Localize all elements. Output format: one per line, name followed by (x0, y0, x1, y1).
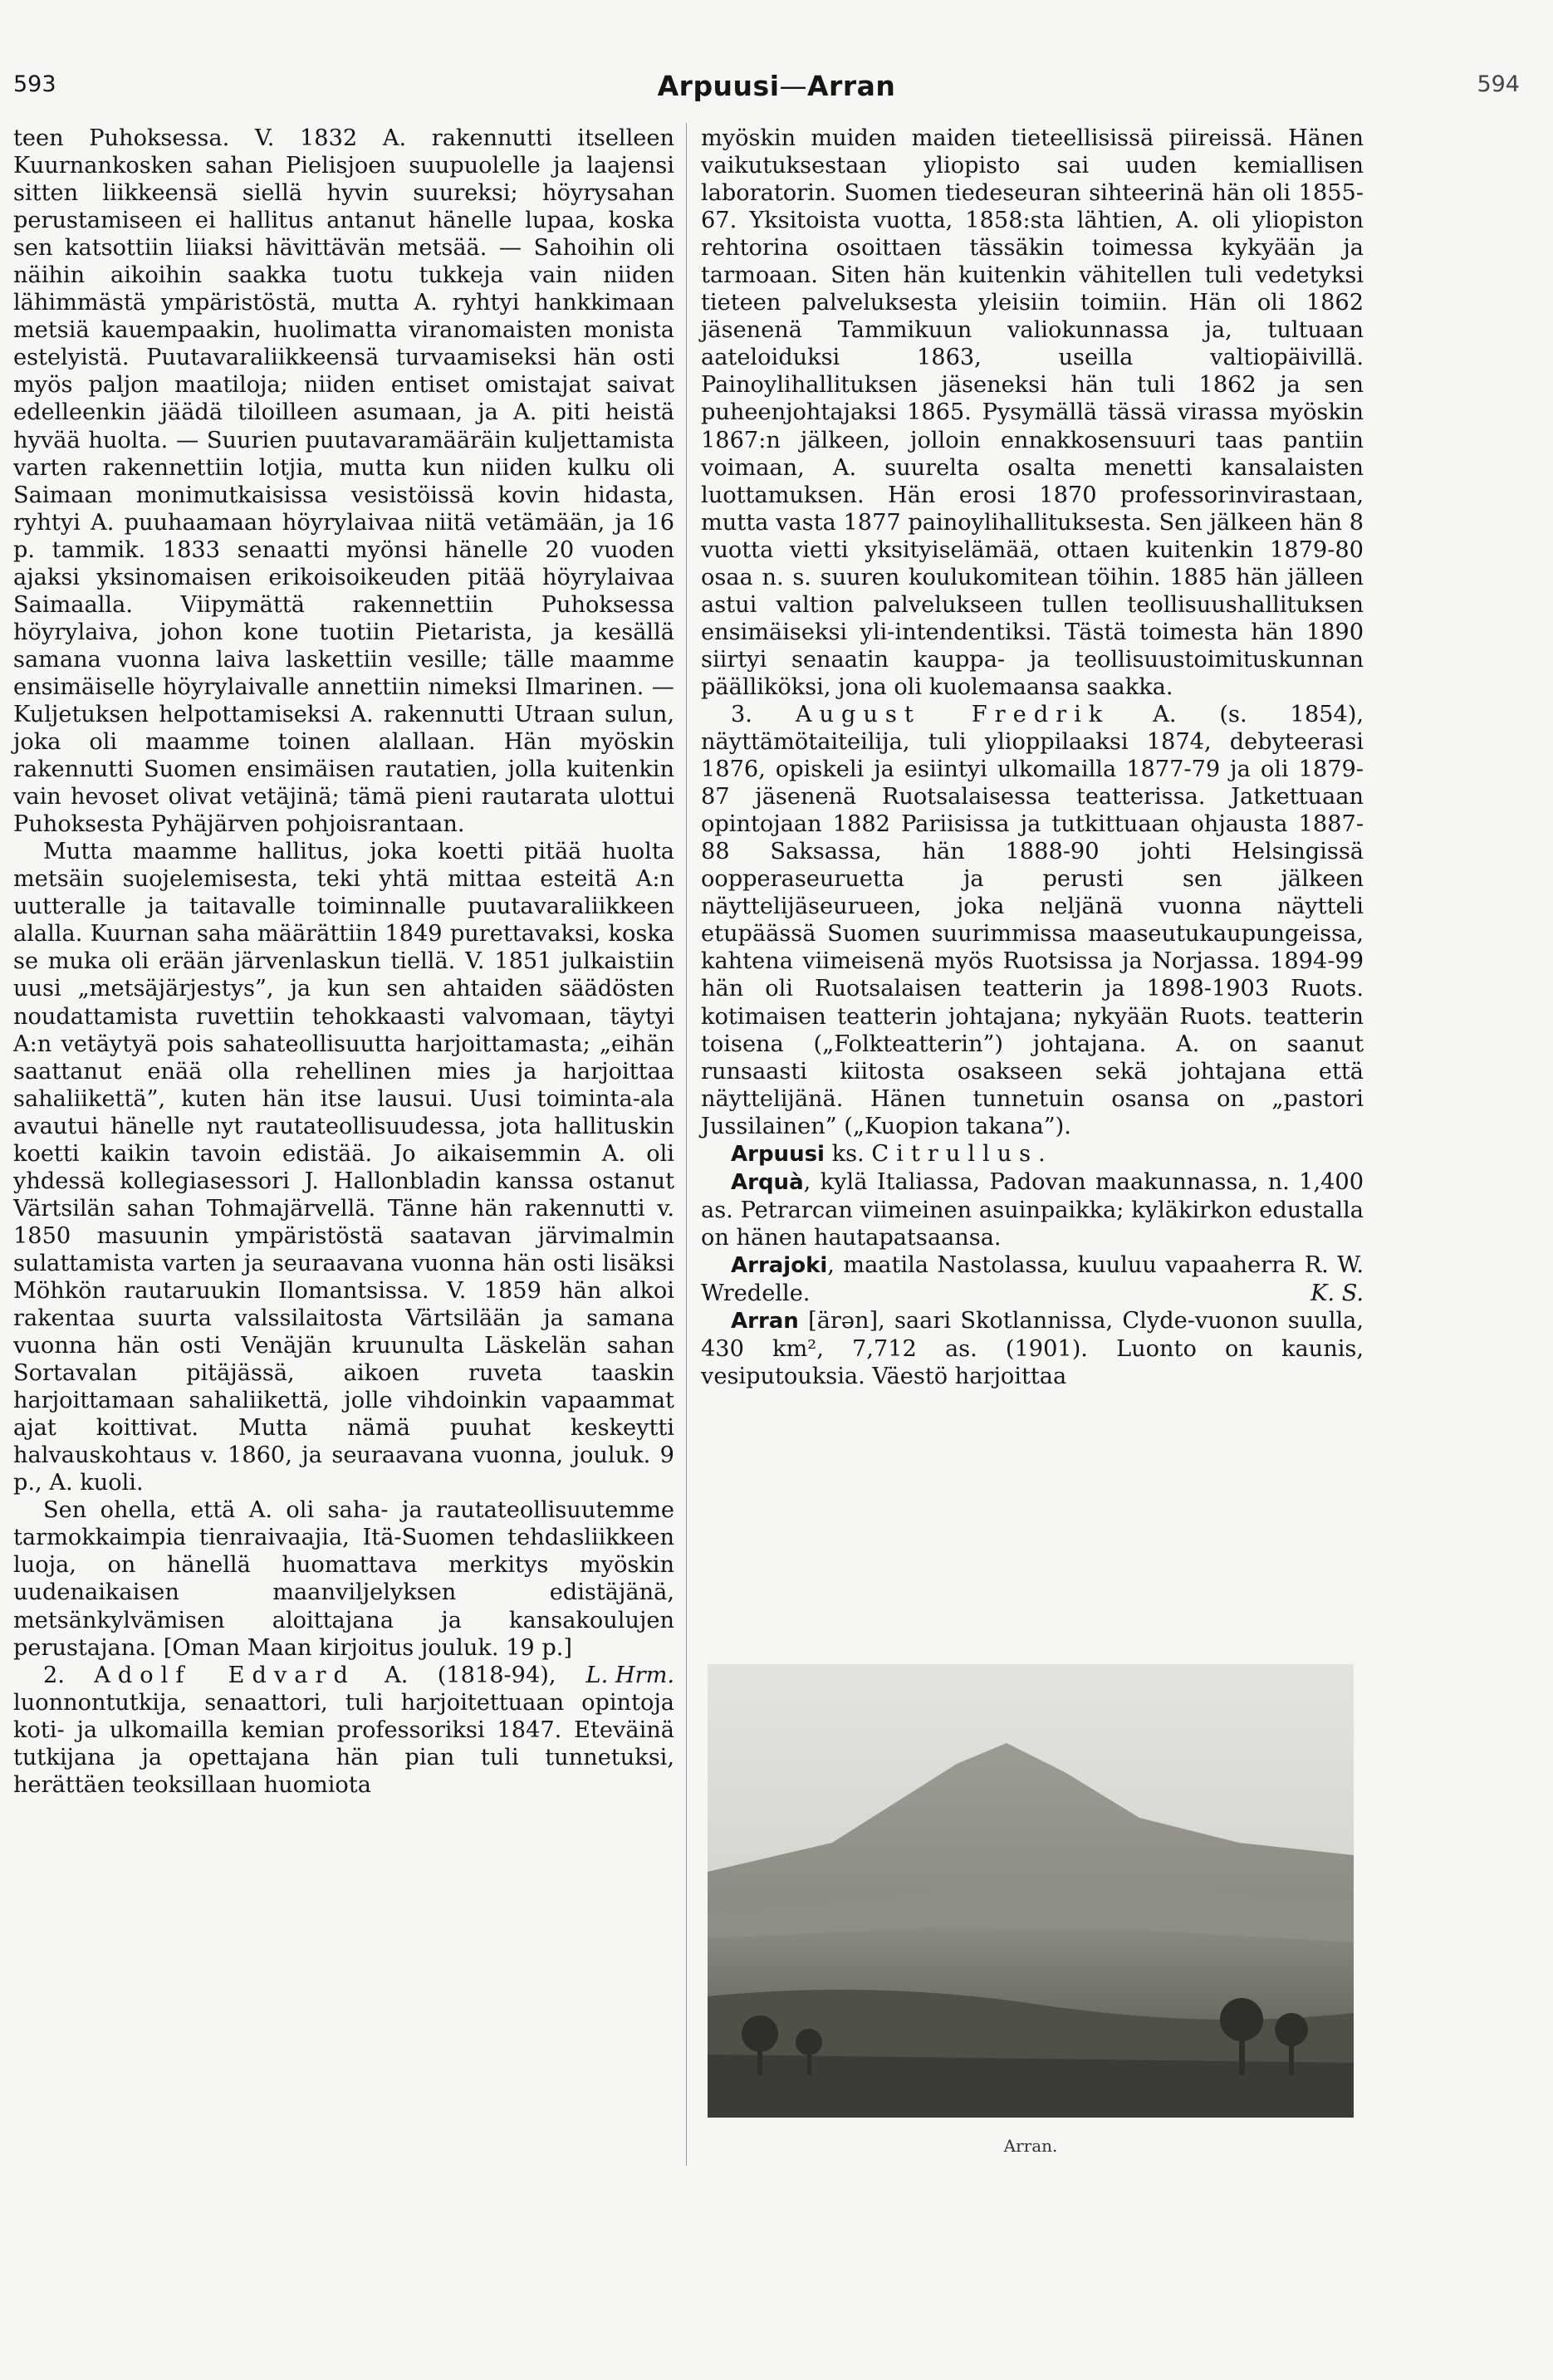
headword: Arran (731, 1309, 799, 1334)
entry-number: 3. (731, 701, 796, 727)
running-title-dash: — (779, 70, 808, 102)
page-header (0, 71, 1553, 105)
entry-arran (701, 1307, 1364, 1390)
image-caption: Arran. (1003, 2136, 1058, 2156)
page-number-left: 593 (13, 71, 56, 97)
page-number-right: 594 (1477, 71, 1520, 97)
arran-photograph (708, 1664, 1354, 2118)
entry-name: August Fredrik (795, 701, 1110, 727)
headword: Arrajoki (731, 1252, 828, 1278)
entry-text: , kylä Italiassa, Padovan maakunnassa, n. 1,400 as. Petrarcan viimeinen asuinpaikka; kyläkirkon edustalla on hänen hautapatsaansa. (701, 1168, 1364, 1251)
entry-text: , maatila Nastolassa, kuuluu vapaaherra R. W. Wredelle. (701, 1251, 1364, 1306)
column-divider (686, 123, 687, 2166)
entry-text: ks. (824, 1140, 872, 1167)
landscape-illustration (708, 1664, 1354, 2118)
running-title-first: Arpuusi (657, 70, 780, 102)
entry-arrajoki (701, 1251, 1364, 1307)
entry-august-fredrik (701, 701, 1364, 1140)
running-title (0, 70, 1553, 102)
cross-reference: Citrullus. (871, 1140, 1053, 1167)
paragraph-text: Sen ohella, että A. oli saha- ja rautateollisuutemme tarmokkaimpia tienraivaajia, Itä-Suomen tehdasliikkeen luoja, on hänellä huomattava merkitys myöskin uudenaikaisen maanviljelyksen edistäjänä, metsänkylvämisen aloittajana ja kansakoulujen perustajana. [Oman Maan kirjoitus jouluk. 19 p.] (13, 1497, 674, 1661)
entry-text: A. (1818-94), luonnontutkija, senaattori, tuli harjoitettuaan opintoja koti- ja ulkomailla kemian professoriksi 1847. Eteväinä tutkijana ja opettajana hän pian tuli tunnetuksi, herättäen teoksillaan huomiota (13, 1662, 674, 1798)
headword: Arquà (731, 1169, 804, 1195)
headword: Arpuusi (731, 1141, 825, 1167)
entry-text: [ärən], saari Skotlannissa, Clyde-vuonon suulla, 430 km², 7,712 as. (1901). Luonto on kaunis, vesiputouksia. Väestö harjoittaa (701, 1308, 1364, 1390)
author-signature: K. S. (1310, 1280, 1364, 1306)
paragraph: teen Puhoksessa. V. 1832 A. rakennutti itselleen Kuurnankosken sahan Pielisjoen suupuolelle ja laajensi sitten liikkeensä siellä hyvin suureksi; höyrysahan perustamiseen ei hallitus antanut hänelle lupaa, koska sen katsottiin liiaksi hävittävän metsää. — Sahoihin oli näihin aikoihin saakka tuotu tukkeja vain niiden lähimmästä ympäristöstä, mutta A. ryhtyi hankkimaan metsiä kauempaakin, huolimatta viranomaisten monista estelyistä. Puutavaraliikkeensä turvaamiseksi hän osti myös paljon maatiloja; niiden entiset omistajat saivat edelleenkin jäädä tiloilleen asumaan, ja A. piti heistä hyvää huolta. — Suurien puutavaramääräin kuljettamista varten rakennettiin lotjia, mutta kun niiden kulku oli Saimaan monimutkaisissa vesistöissä kovin hidasta, ryhtyi A. puuhaamaan höyrylaivaa niitä vetämään, ja 16 p. tammik. 1833 senaatti myönsi hänelle 20 vuoden ajaksi yksinomaisen erikoisoikeuden pitää höyrylaivaa Saimaalla. Viipymättä rakennettiin Puhoksessa höyrylaiva, johon kone tuotiin Pietarista, ja kesällä samana vuonna laiva laskettiin vesille; tälle maamme ensimäiselle höyrylaivalle annettiin nimeksi Ilmarinen. — Kuljetuksen helpottamiseksi A. rakennutti Utraan sulun, joka oli maamme toinen alallaan. Hän myöskin rakennutti Suomen ensimäisen rautatien, jolla kuitenkin vain hevoset olivat vetäjinä; tämä pieni rautarata ulottui Puhoksesta Pyhäjärven pohjoisrantaan. (13, 125, 674, 838)
entry-arpuusi (701, 1140, 1364, 1168)
entry-number: 2. (43, 1662, 95, 1688)
paragraph: Mutta maamme hallitus, joka koetti pitää huolta metsäin suojelemisesta, teki yhtä mittaa esteitä A:n uutteralle ja taitavalle toiminnalle puutavaraliikkeen alalla. Kuurnan saha määrättiin 1849 purettavaksi, koska se muka oli erään järvenlaskun tiellä. V. 1851 julkaistiin uusi „metsäjärjestys”, ja kun sen ahtaiden säädösten noudattamista ruvettiin tehokkaasti valvomaan, täytyi A:n vetäytyä pois sahateollisuutta harjoittamasta; „eihän saattanut enää olla rehellinen mies ja harjoittaa sahaliikettä”, kuten hän itse lausui. Uusi toiminta-ala avautui hänelle nyt rautateollisuudessa, jota hallituskin koetti kaikin tavoin edistää. Jo aikaisemmin A. oli yhdessä kollegiasessori J. Hallonbladin kanssa ostanut Värtsilän sahan Tohmajärvellä. Tänne hän rakennutti v. 1850 masuunin ympäristöstä saatavan järvimalmin sulattamista varten ja seuraavana vuonna hän osti lisäksi Möhkön rautaruukin Ilomantsissa. V. 1859 hän alkoi rakentaa suurta valssilaitosta Värtsilään ja samana vuonna hän osti Venäjän kruunulta Läskelän sahan Sortavalan pitäjässä, aikoen ruveta taaskin harjoittamaan sahaliikettä, jolle vihdoinkin vapaammat ajat koittivat. Mutta nämä puuhat keskeytti halvauskohtaus v. 1860, ja seuraavana vuonna, jouluk. 9 p., A. kuoli. (13, 839, 674, 1496)
entry-text: A. (s. 1854), näyttämötaiteilija, tuli ylioppilaaksi 1874, debyteerasi 1876, opiskeli ja esiintyi ulkomailla 1877-79 ja oli 1879-87 jäsenenä Ruotsalaisessa teatterissa. Jatkettuaan opintojaan 1882 Pariisissa ja tutkittuaan ohjausta 1887-88 Saksassa, hän 1888-90 johti Helsingissä oopperaseuruetta ja perusti sen jälkeen näyttelijäseurueen, joka neljänä vuonna näytteli etupäässä Suomen suurimmissa maaseutukaupungeissa, kahtena viimeisenä myös Ruotsissa ja Norjassa. 1894-99 hän oli Ruotsalaisen teatterin ja 1898-1903 Ruots. kotimaisen teatterin johtajana; nykyään Ruots. teatterin toisena („Folkteatterin”) johtajana. A. on saanut runsaasti kiitosta osakseen sekä johtajana että näyttelijänä. Hänen tunnetuin osansa on „pastori Jussilainen” („Kuopion takana”). (701, 701, 1364, 1139)
author-signature: L. Hrm. (585, 1662, 674, 1688)
running-title-second: Arran (807, 70, 896, 102)
paragraph: myöskin muiden maiden tieteellisissä piireissä. Hänen vaikutuksestaan yliopisto sai uuden kemiallisen laboratorin. Suomen tiedeseuran sihteerinä hän oli 1855-67. Yksitoista vuotta, 1858:sta lähtien, A. oli yliopiston rehtorina osoittaen tässäkin toimessa kykyään ja tarmoaan. Siten hän kuitenkin vähitellen tuli vedetyksi tieteen palveluksesta yleisiin toimiin. Hän oli 1862 jäsenenä Tammikuun valiokunnassa ja, tultuaan aateloiduksi 1863, useilla valtiopäivillä. Painoylihallituksen jäseneksi hän tuli 1862 ja sen puheenjohtajaksi 1865. Pysymällä tässä virassa myöskin 1867:n jälkeen, jolloin ennakkosensuuri taas pantiin voimaan, A. suurelta osalta menetti kansalaisten luottamuksen. Hän erosi 1870 professorinvirastaan, mutta vasta 1877 painoylihallituksesta. Sen jälkeen hän 8 vuotta vietti yksityiselämää, ottaen kuitenkin 1879-80 osaa n. s. suuren koulukomitean töihin. 1885 hän jälleen astui valtion palvelukseen tullen teollisuushallituksen ensimäiseksi yli-intendentiksi. Tästä toimesta hän 1890 siirtyi senaatin kauppa- ja teollisuustoimituskunnan päälliköksi, jona oli kuolemaansa saakka. (701, 125, 1364, 700)
right-column (701, 125, 1364, 1390)
entry-arqua (701, 1168, 1364, 1251)
left-column (13, 125, 674, 1799)
entry-name: Adolf Edvard (94, 1662, 355, 1688)
